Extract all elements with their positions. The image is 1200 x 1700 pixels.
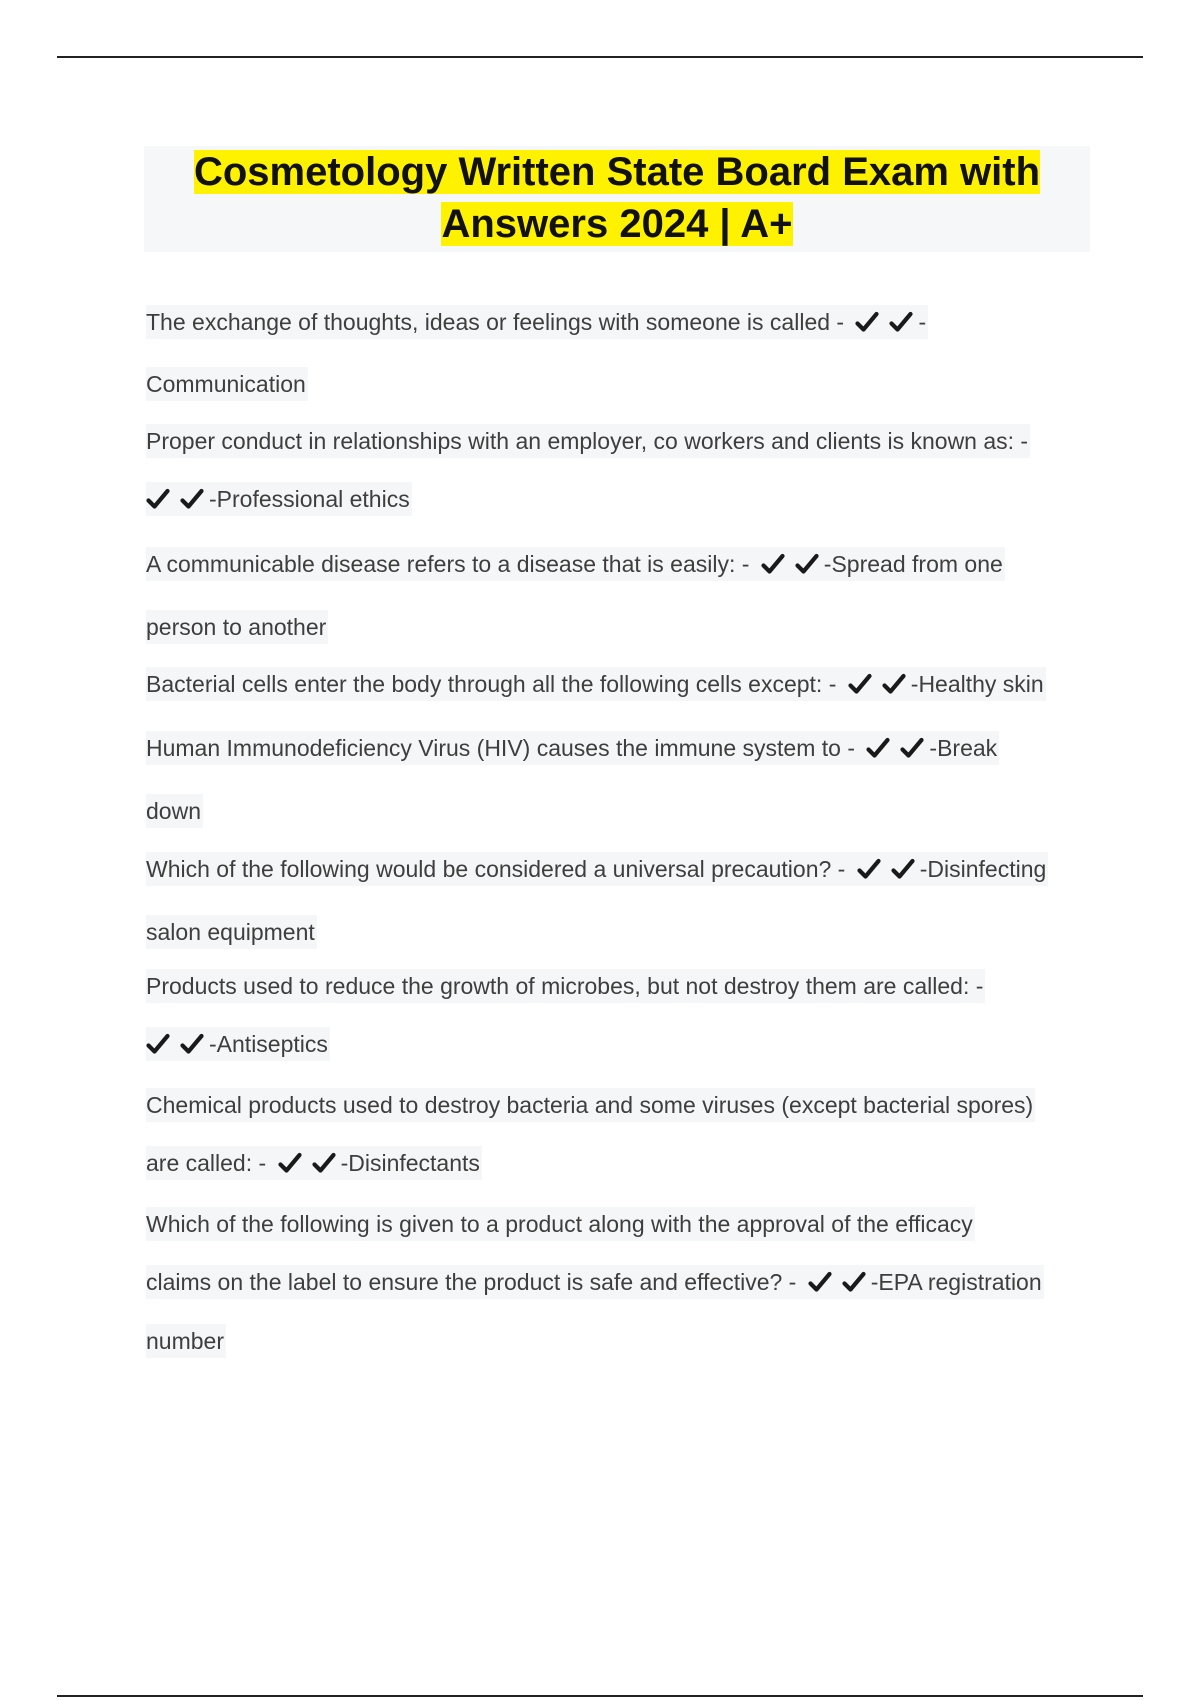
check-icon (889, 311, 915, 333)
qa-line: are called: - -Disinfectants (146, 1146, 482, 1180)
check-icon (278, 1152, 304, 1174)
qa-line: Which of the following would be considered a universal precaution? - -Disinfecting (146, 852, 1048, 886)
qa-line: -Professional ethics (146, 482, 412, 516)
question-text: Proper conduct in relationships with an employer, co workers and clients is known as: - (146, 428, 1029, 454)
top-rule (57, 56, 1143, 58)
check-icon (146, 488, 172, 510)
check-icon (761, 553, 787, 575)
qa-line: The exchange of thoughts, ideas or feelings with someone is called - - (146, 305, 928, 339)
qa-line (146, 1088, 1035, 1122)
check-icon (882, 673, 908, 695)
question-text: Bacterial cells enter the body through all the following cells except: - (146, 671, 837, 697)
qa-line (146, 424, 1030, 458)
question-text: A communicable disease refers to a disease that is easily: - (146, 551, 750, 577)
answer-text: Spread from one (831, 551, 1003, 577)
qa-line: Human Immunodeficiency Virus (HIV) causes the immune system to - -Break (146, 731, 999, 765)
check-icon (842, 1271, 868, 1293)
answer-text: Antiseptics (216, 1031, 328, 1057)
answer-text-continued: person to another (146, 614, 327, 640)
check-icon (808, 1271, 834, 1293)
answer-text: Professional ethics (216, 486, 410, 512)
question-text-continued: claims on the label to ensure the product is safe and effective? - (146, 1269, 797, 1295)
answer-text: Disinfectants (348, 1150, 480, 1176)
check-icon (312, 1152, 338, 1174)
check-icon (855, 311, 881, 333)
answer-text: Disinfecting (927, 856, 1047, 882)
question-text: Human Immunodeficiency Virus (HIV) causes the immune system to - (146, 735, 855, 761)
check-icon (180, 488, 206, 510)
title-line-2: Answers 2024 | A+ (441, 202, 793, 246)
qa-line (146, 367, 308, 401)
qa-line (146, 969, 985, 1003)
title-line-1: Cosmetology Written State Board Exam with (193, 150, 1041, 194)
qa-line (146, 794, 203, 828)
answer-text: Break (937, 735, 998, 761)
question-text-continued: are called: - (146, 1150, 267, 1176)
check-icon (848, 673, 874, 695)
bottom-rule (57, 1695, 1143, 1697)
qa-line (146, 915, 317, 949)
question-text: Which of the following is given to a product along with the approval of the efficacy (146, 1211, 973, 1237)
answer-text-continued: down (146, 798, 201, 824)
qa-line (146, 1324, 226, 1358)
check-icon (866, 737, 892, 759)
qa-line (146, 610, 328, 644)
question-text: Which of the following would be considered a universal precaution? - (146, 856, 846, 882)
answer-text-continued: salon equipment (146, 919, 315, 945)
document-title (144, 146, 1090, 252)
question-text: The exchange of thoughts, ideas or feelings with someone is called - (146, 309, 845, 335)
qa-line: A communicable disease refers to a disease that is easily: - -Spread from one (146, 547, 1005, 581)
answer-text: EPA registration (878, 1269, 1042, 1295)
answer-text: Healthy skin (918, 671, 1044, 697)
check-icon (891, 858, 917, 880)
check-icon (180, 1033, 206, 1055)
check-icon (146, 1033, 172, 1055)
check-icon (900, 737, 926, 759)
question-text: Products used to reduce the growth of microbes, but not destroy them are called: - (146, 973, 984, 999)
answer-text-continued: number (146, 1328, 224, 1354)
answer-text: Communication (146, 371, 306, 397)
question-text: Chemical products used to destroy bacteria and some viruses (except bacterial spores) (146, 1092, 1034, 1118)
qa-line: Bacterial cells enter the body through all the following cells except: - -Healthy skin (146, 667, 1046, 701)
check-icon (857, 858, 883, 880)
check-icon (795, 553, 821, 575)
qa-line: claims on the label to ensure the product is safe and effective? - -EPA registration (146, 1265, 1044, 1299)
qa-line (146, 1207, 975, 1241)
qa-line: -Antiseptics (146, 1027, 330, 1061)
